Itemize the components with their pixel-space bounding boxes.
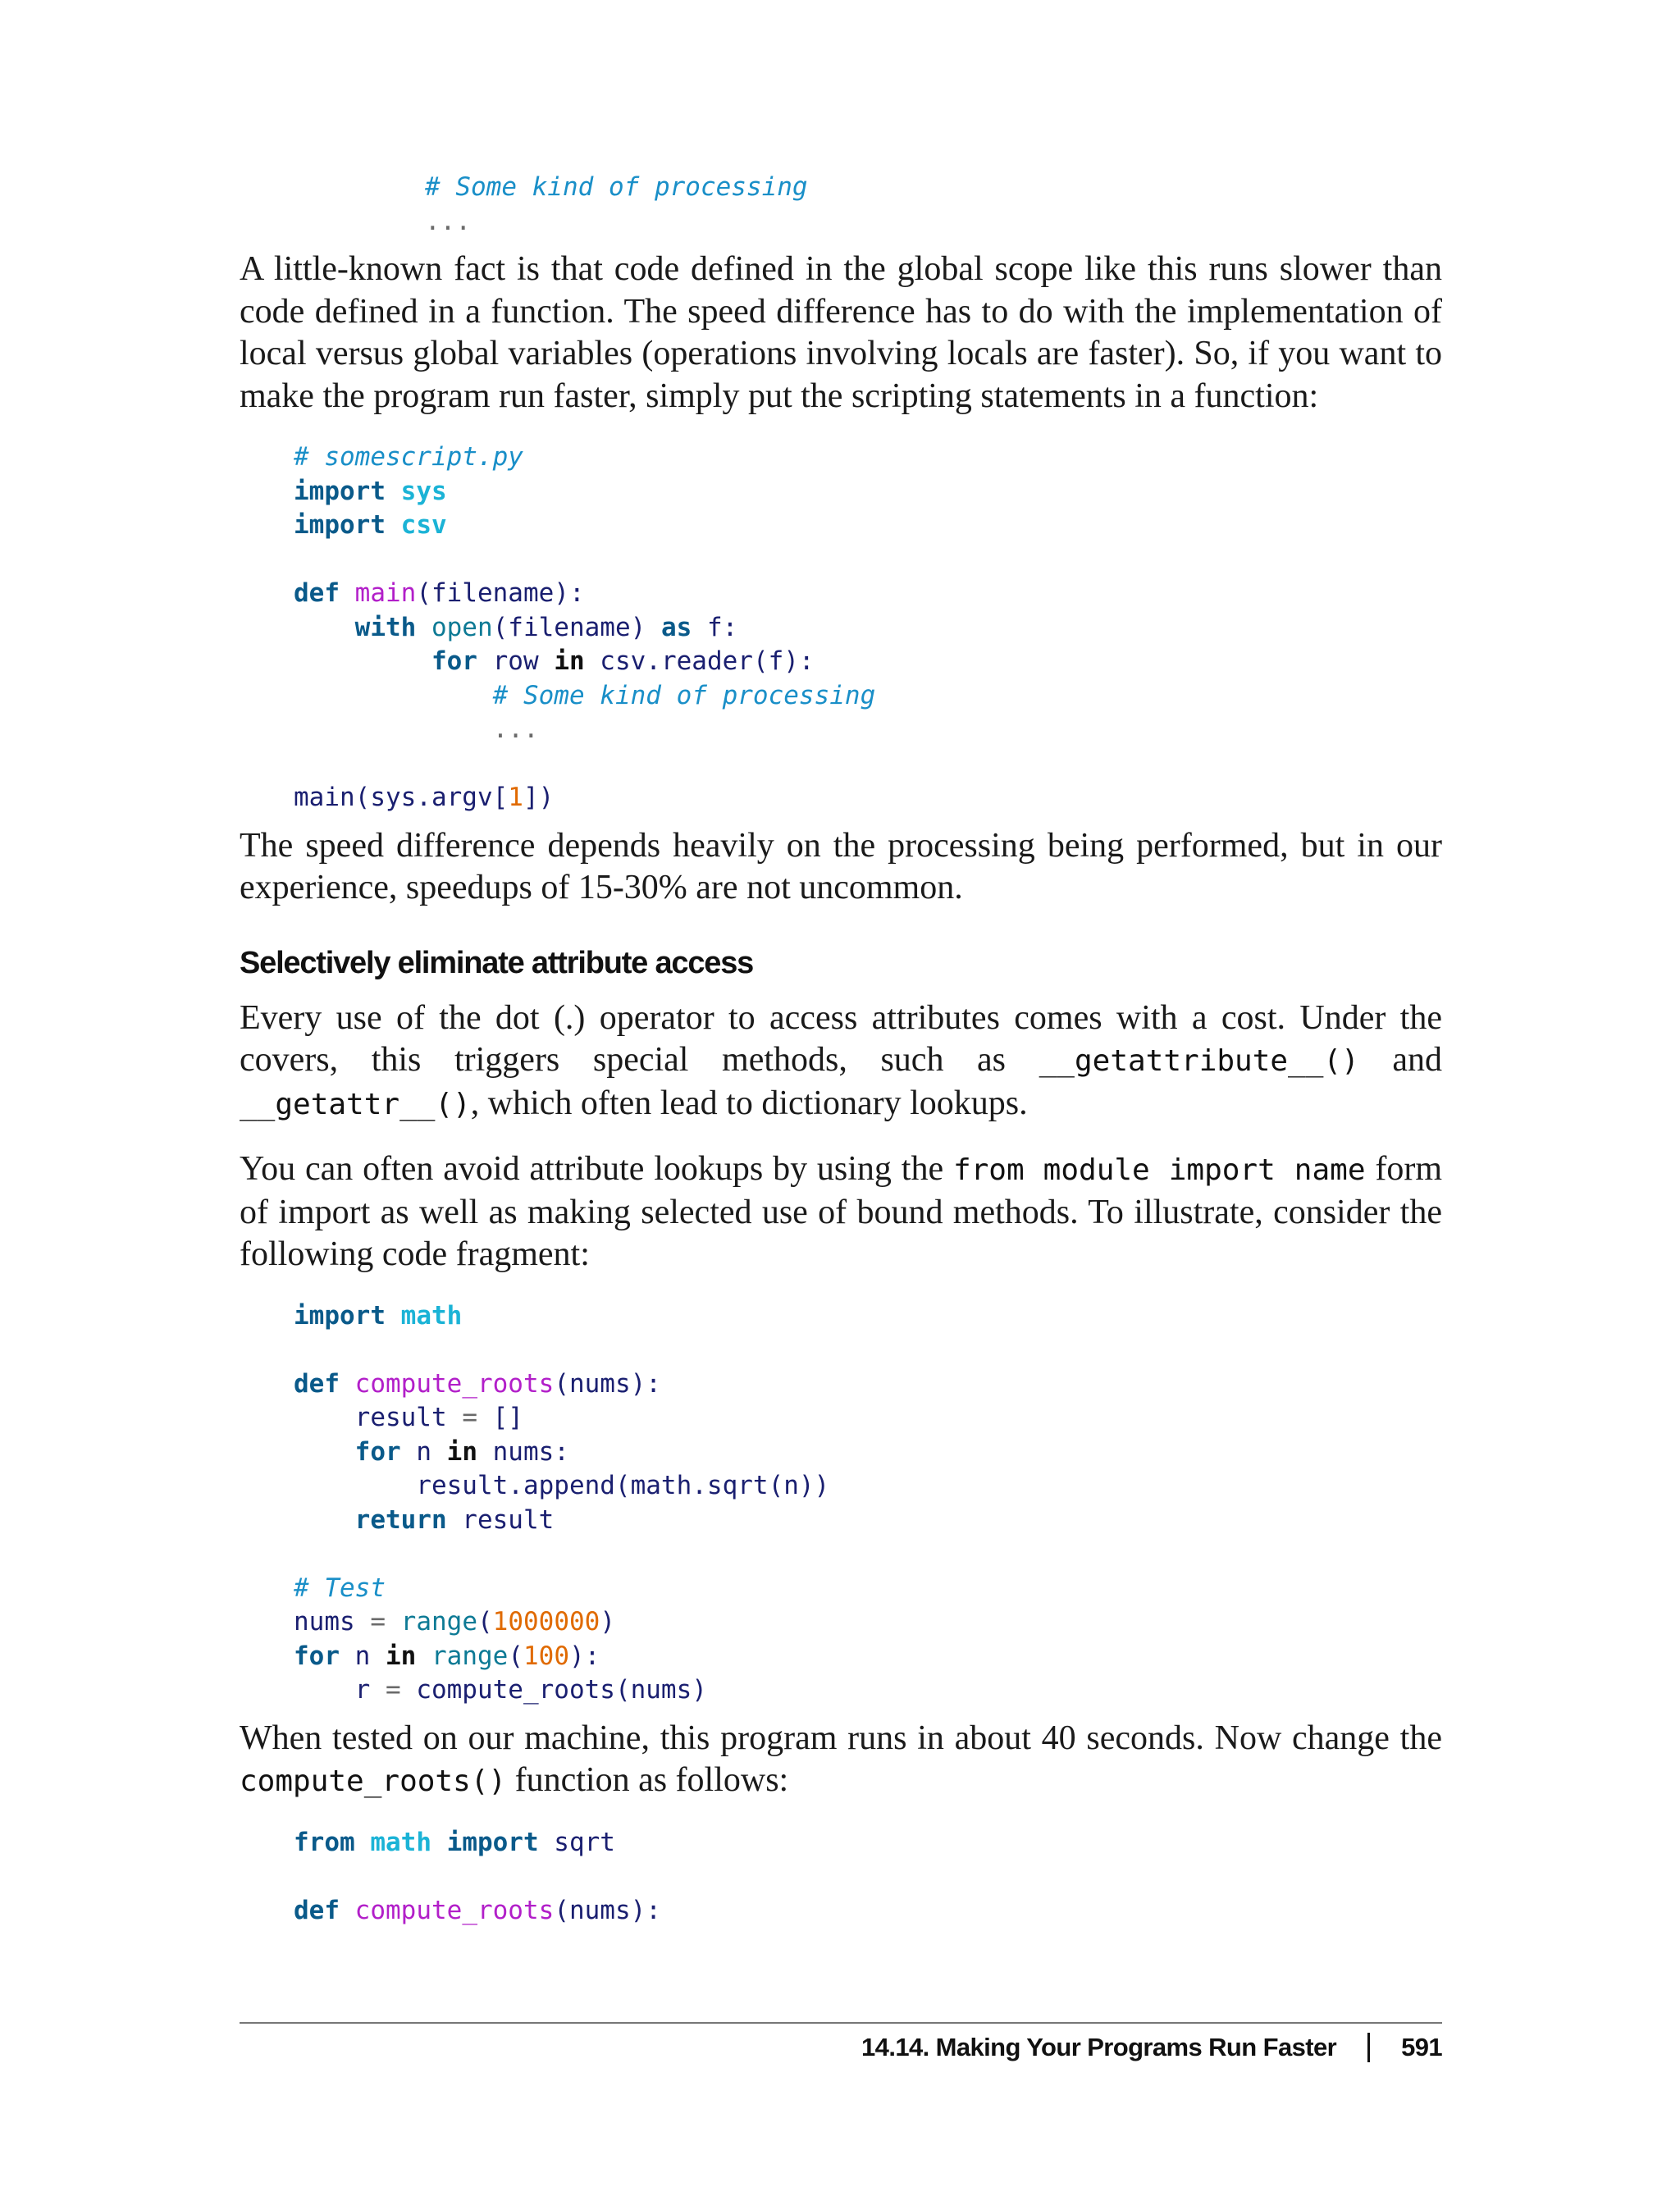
code-line	[294, 543, 1442, 578]
code-line: # somescript.py	[294, 442, 523, 472]
code-line: def main(filename):	[294, 578, 585, 608]
code-line: ...	[492, 714, 539, 744]
code-line: nums = range(1000000)	[294, 1607, 615, 1637]
section-heading: Selectively eliminate attribute access	[240, 945, 754, 980]
code-line: for n in nums:	[354, 1436, 569, 1467]
code-line: import math	[294, 1300, 463, 1331]
inline-code: from module import name	[952, 1153, 1366, 1187]
paragraph-avoid-lookups	[240, 1148, 1442, 1276]
code-line	[294, 1333, 1442, 1367]
code-line: def compute_roots(nums):	[294, 1368, 661, 1399]
code-line: import csv	[294, 510, 447, 540]
code-block-from-import	[294, 1826, 1442, 1929]
code-line: # Some kind of processing	[425, 172, 808, 202]
paragraph-text: form of import as well as making selected use of bound methods. To illustrate, consider the following code fragment:	[240, 1150, 1442, 1273]
footer-rule	[240, 2022, 1442, 2024]
code-line: with open(filename) as f:	[354, 612, 738, 642]
code-line	[294, 1537, 1442, 1572]
code-line: import sys	[294, 476, 447, 506]
page-footer	[861, 2033, 1442, 2062]
paragraph-text: Every use of the dot (.) operator to access attributes comes with a cost. Under the covers, this triggers special methods, such as	[240, 998, 1442, 1079]
code-line: # Test	[294, 1573, 386, 1603]
code-line: result.append(math.sqrt(n))	[294, 1471, 830, 1500]
paragraph-dot-operator	[240, 998, 1442, 1126]
code-line: ...	[425, 206, 471, 236]
footer-section-title: 14.14. Making Your Programs Run Faster	[861, 2033, 1337, 2061]
code-line: def compute_roots(nums):	[294, 1895, 661, 1925]
paragraph-text: When tested on our machine, this program runs in about 40 seconds. Now change the	[240, 1719, 1442, 1757]
code-line: main(sys.argv[1])	[294, 783, 555, 812]
code-line: for row in csv.reader(f):	[431, 646, 815, 676]
code-block-top	[425, 171, 1442, 239]
paragraph-text: , which often lead to dictionary lookups.	[470, 1084, 1028, 1122]
code-line: # Some kind of processing	[492, 680, 876, 710]
inline-code: __getattribute__()	[1039, 1044, 1359, 1078]
page-number: 591	[1401, 2033, 1442, 2061]
code-block-somescript	[294, 441, 1442, 815]
footer-separator	[1367, 2033, 1370, 2062]
code-line: from math import sqrt	[294, 1827, 615, 1857]
page-content	[240, 171, 1442, 1928]
paragraph-global-scope: A little-known fact is that code defined in the global scope like this runs slower than code defined in a function. The speed difference has to do with the implementation of local versus global variables (operations involving locals are faster). So, if you want to make the program run faster, simply put the scripting statements in a function:	[240, 250, 1442, 415]
paragraph-when-tested	[240, 1718, 1442, 1803]
code-line: return result	[354, 1504, 555, 1535]
paragraph-text: You can often avoid attribute lookups by using the	[240, 1150, 953, 1188]
code-line	[294, 1860, 1442, 1894]
code-line: result = []	[294, 1403, 523, 1432]
code-block-compute-roots	[294, 1299, 1442, 1708]
inline-code: compute_roots()	[240, 1764, 507, 1798]
paragraph-text: and	[1358, 1041, 1442, 1079]
code-line: for n in range(100):	[294, 1641, 600, 1671]
paragraph-speed-difference: The speed difference depends heavily on the processing being performed, but in our experience, speedups of 15-30% are not uncommon.	[240, 826, 1442, 906]
code-line	[294, 747, 1442, 782]
code-line: r = compute_roots(nums)	[294, 1675, 707, 1705]
paragraph-text: function as follows:	[506, 1761, 789, 1799]
inline-code: __getattr__()	[240, 1087, 471, 1121]
